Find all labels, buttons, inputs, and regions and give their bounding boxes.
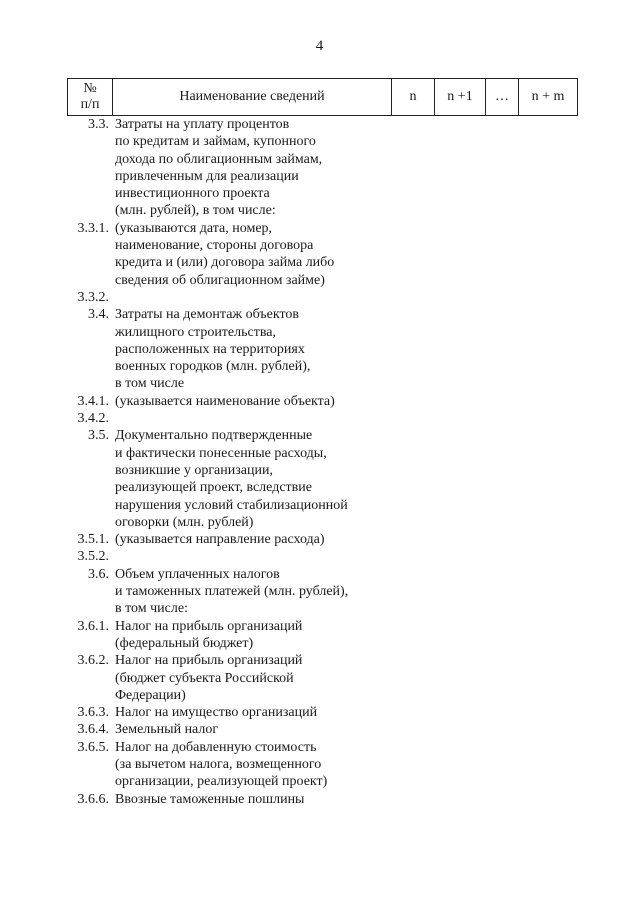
rows-list [60,116,580,808]
row-text [115,739,580,791]
row-text-line: и фактически понесенные расходы, [115,445,327,461]
row-text-line: дохода по облигационным займам, [115,151,323,167]
header-row [68,79,578,116]
header-cell-number [68,79,113,116]
row-text-line: военных городков (млн. рублей), [115,359,311,375]
list-item [60,427,580,531]
row-text-line: и таможенных платежей (млн. рублей), [115,584,349,600]
list-item [60,791,580,808]
row-text-line: Налог на прибыль организаций [115,618,303,634]
row-text [115,531,580,548]
row-text-line: расположенных на территориях [115,341,305,357]
list-item [60,410,580,427]
row-text-line [115,410,580,427]
row-text-line: возникшие у организации, [115,462,273,478]
row-text [115,618,580,653]
row-number: 3.6.3. [77,705,109,721]
list-item [60,393,580,410]
row-text [115,791,580,808]
row-text-line: привлеченным для реализации [115,168,299,184]
row-text-line: организации, реализующей проект) [115,774,328,790]
row-number: 3.6.4. [77,722,109,738]
list-item [60,116,580,220]
row-number: 3.3. [88,117,109,132]
row-number: 3.6.2. [77,653,109,669]
header-cell-name: Наименование сведений [113,79,392,116]
list-item [60,704,580,721]
row-text [115,704,580,721]
header-number-sign: № [83,81,97,96]
row-text [115,116,580,220]
row-number: 3.3.2. [77,289,109,305]
list-item [60,306,580,392]
row-number: 3.6. [88,566,109,582]
list-item [60,548,580,565]
row-text-line: Затраты на демонтаж объектов [115,307,299,323]
list-item [60,289,580,306]
row-number: 3.4.2. [77,411,109,427]
row-text-line: (указываются дата, номер, [115,220,273,236]
header-number-abbrev: п/п [80,97,100,112]
row-text [115,220,580,289]
row-text-line: по кредитам и займам, купонного [115,134,316,150]
row-text-line: (за вычетом налога, возмещенного [115,756,322,772]
row-text-line: инвестиционного проекта [115,186,270,202]
row-text-line: реализующей проект, вследствие [115,480,312,496]
row-text [115,427,580,531]
header-cell-n-plus-m: n + m [519,79,578,116]
row-number: 3.5.1. [77,532,109,548]
row-number: 3.3.1. [77,220,109,236]
row-text-line: нарушения условий стабилизационной [115,497,348,513]
row-number: 3.4.1. [77,393,109,409]
row-text-line: Федерации) [115,687,186,703]
row-text-line: Ввозные таможенные пошлины [115,791,305,807]
list-item [60,652,580,704]
list-item [60,220,580,289]
row-text-line: Земельный налог [115,722,219,738]
row-text-line: Налог на имущество организаций [115,705,318,721]
row-text [115,410,580,427]
list-item [60,618,580,653]
row-text [115,393,580,410]
row-number: 3.6.6. [77,791,109,807]
header-cell-n-plus-1: n +1 [435,79,486,116]
row-text-line: наименование, стороны договора [115,238,314,254]
list-item [60,721,580,738]
row-text-line: жилищного строительства, [115,324,276,340]
row-text-line: Затраты на уплату процентов [115,117,290,132]
row-text [115,721,580,738]
row-text-line: сведения об облигационном займе) [115,272,325,288]
page-number: 4 [315,38,324,54]
row-text-line: в том числе: [115,601,188,617]
row-text-line: Объем уплаченных налогов [115,566,280,582]
row-text-line: (указывается направление расхода) [115,532,325,548]
row-text-line: оговорки (млн. рублей) [115,514,254,530]
row-text-line: (бюджет субъекта Российской [115,670,294,686]
header-cell-ellipsis: … [486,79,519,116]
row-text-line: в том числе [115,376,185,392]
row-text-line: Налог на прибыль организаций [115,653,303,669]
row-number: 3.6.5. [77,739,109,755]
row-text [115,652,580,704]
row-text-line [115,289,580,306]
row-number: 3.5.2. [77,549,109,565]
row-text-line [115,548,580,565]
header-cell-n: n [392,79,435,116]
row-number: 3.6.1. [77,618,109,634]
row-text [115,289,580,306]
row-text-line: Документально подтвержденные [115,428,313,444]
row-text [115,566,580,618]
list-item [60,566,580,618]
row-text-line: (федеральный бюджет) [115,635,254,651]
row-text-line: кредита и (или) договора займа либо [115,255,335,271]
row-number: 3.4. [88,307,109,323]
row-text [115,548,580,565]
row-text-line: (указывается наименование объекта) [115,393,335,409]
list-item [60,739,580,791]
header-table [67,78,578,116]
row-number: 3.5. [88,428,109,444]
row-text-line: (млн. рублей), в том числе: [115,203,276,219]
row-text [115,306,580,392]
list-item [60,531,580,548]
row-text-line: Налог на добавленную стоимость [115,739,317,755]
